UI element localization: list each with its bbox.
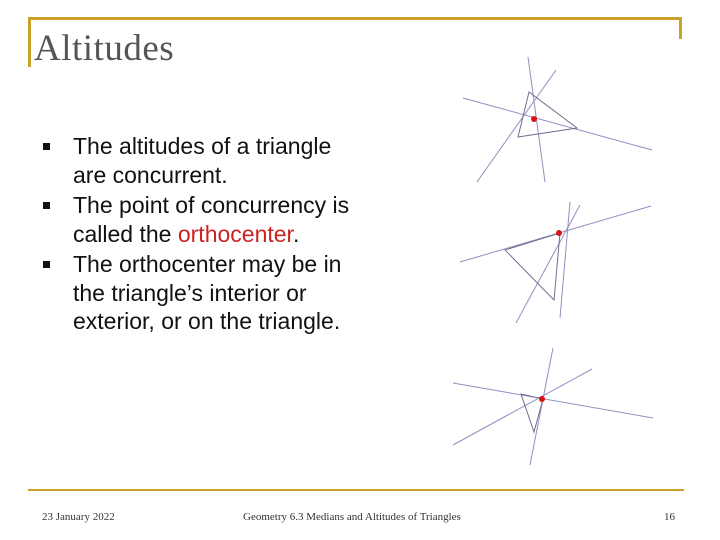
frame-right-border xyxy=(679,17,682,39)
altitude-line xyxy=(453,369,592,445)
bullet-list xyxy=(40,132,360,338)
footer-course-title: Geometry 6.3 Medians and Altitudes of Triangles xyxy=(243,511,461,523)
square-bullet-icon xyxy=(43,143,50,150)
orthocenter-dot xyxy=(539,396,545,402)
bullet-text-post: . xyxy=(292,220,300,247)
bullet-item-3 xyxy=(40,250,360,336)
altitude-line xyxy=(453,383,653,418)
square-bullet-icon xyxy=(43,261,50,268)
bullet-text: The altitudes of a triangle are concurrent. xyxy=(73,133,332,188)
footer-date: 23 January 2022 xyxy=(42,511,115,523)
altitude-diagrams xyxy=(440,50,670,480)
altitude-line xyxy=(477,70,556,182)
frame-left-border xyxy=(28,17,31,67)
orthocenter-term: orthocenter xyxy=(177,220,293,247)
slide-title: Altitudes xyxy=(34,28,175,69)
diagram-right-triangle xyxy=(453,348,653,465)
triangle xyxy=(518,92,577,137)
triangle xyxy=(505,233,560,300)
orthocenter-dot xyxy=(556,230,562,236)
bullet-item-2 xyxy=(40,191,360,248)
diagram-acute-triangle xyxy=(463,57,652,182)
bullet-item-1 xyxy=(40,132,360,189)
altitude-line xyxy=(516,205,580,323)
page-number: 16 xyxy=(664,511,675,523)
footer-divider xyxy=(28,489,684,491)
orthocenter-dot xyxy=(531,116,537,122)
frame-top-border xyxy=(28,17,682,20)
altitude-line xyxy=(530,348,553,465)
bullet-text-pre: The point of concurrency is called the xyxy=(73,192,350,247)
altitude-line xyxy=(560,202,570,318)
square-bullet-icon xyxy=(43,202,50,209)
bullet-text: The orthocenter may be in the triangle’s interior or exterior, or on the triangle. xyxy=(73,251,342,334)
diagram-obtuse-triangle xyxy=(460,202,651,323)
altitude-line xyxy=(463,98,652,150)
